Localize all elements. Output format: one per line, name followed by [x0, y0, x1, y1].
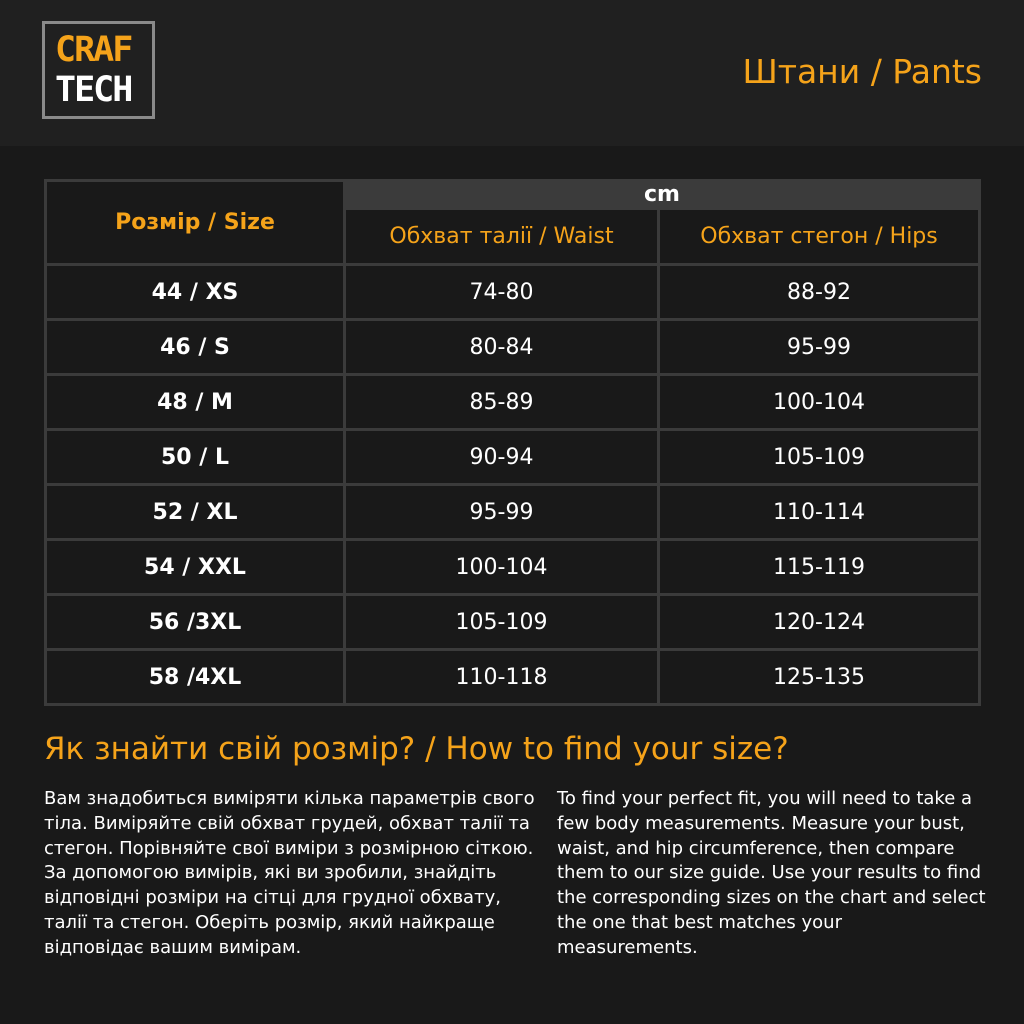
waist-column-header: Обхват талії / Waist [345, 209, 659, 265]
table-row [46, 320, 980, 375]
hips-cell: 125-135 [659, 650, 980, 705]
size-cell: 50 / L [46, 430, 345, 485]
size-cell: 56 /3XL [46, 595, 345, 650]
unit-header: cm [345, 181, 980, 209]
hips-column-header: Обхват стегон / Hips [659, 209, 980, 265]
size-cell: 54 / XXL [46, 540, 345, 595]
table-row [46, 595, 980, 650]
waist-cell: 80-84 [345, 320, 659, 375]
table-row [46, 375, 980, 430]
hips-cell: 100-104 [659, 375, 980, 430]
hips-cell: 110-114 [659, 485, 980, 540]
waist-cell: 90-94 [345, 430, 659, 485]
size-cell: 46 / S [46, 320, 345, 375]
table-row [46, 265, 980, 320]
brand-logo [42, 21, 155, 119]
size-cell: 44 / XS [46, 265, 345, 320]
waist-cell: 110-118 [345, 650, 659, 705]
waist-cell: 85-89 [345, 375, 659, 430]
size-guide-text-en: To find your perfect fit, you will need to take a few body measurements. Measure your bust, waist, and hip circumference, then compare them to our size guide. Use your results to find the corresponding sizes on the chart and select the one that best matches your measurements. [557, 788, 986, 958]
size-chart-table [44, 179, 981, 706]
size-cell: 58 /4XL [46, 650, 345, 705]
waist-cell: 105-109 [345, 595, 659, 650]
size-column-header: Розмір / Size [46, 181, 345, 265]
logo-line-2: TECH [55, 70, 132, 110]
table-row [46, 650, 980, 705]
waist-cell: 100-104 [345, 540, 659, 595]
hips-cell: 95-99 [659, 320, 980, 375]
hips-cell: 115-119 [659, 540, 980, 595]
waist-cell: 95-99 [345, 485, 659, 540]
table-row [46, 485, 980, 540]
hips-cell: 105-109 [659, 430, 980, 485]
size-guide-title: Як знайти свій розмір? / How to find your size? [44, 731, 789, 767]
size-cell: 48 / M [46, 375, 345, 430]
table-row [46, 430, 980, 485]
hips-cell: 88-92 [659, 265, 980, 320]
logo-line-1: CRAF [55, 30, 132, 70]
size-guide-text-ua: Вам знадобиться виміряти кілька параметрів свого тіла. Виміряйте свій обхват грудей, обхват талії та стегон. Порівняйте свої виміри з розмірною сіткою. За допомогою вимірів, які ви зробили, знайдіть відповідні розміри на сітці для грудної обхвату, талії та стегон. Оберіть розмір, який найкраще відповідає вашим вимірам. [44, 788, 535, 958]
hips-cell: 120-124 [659, 595, 980, 650]
waist-cell: 74-80 [345, 265, 659, 320]
table-row [46, 540, 980, 595]
header-bar [0, 0, 1024, 146]
page-title: Штани / Pants [742, 52, 982, 91]
size-cell: 52 / XL [46, 485, 345, 540]
